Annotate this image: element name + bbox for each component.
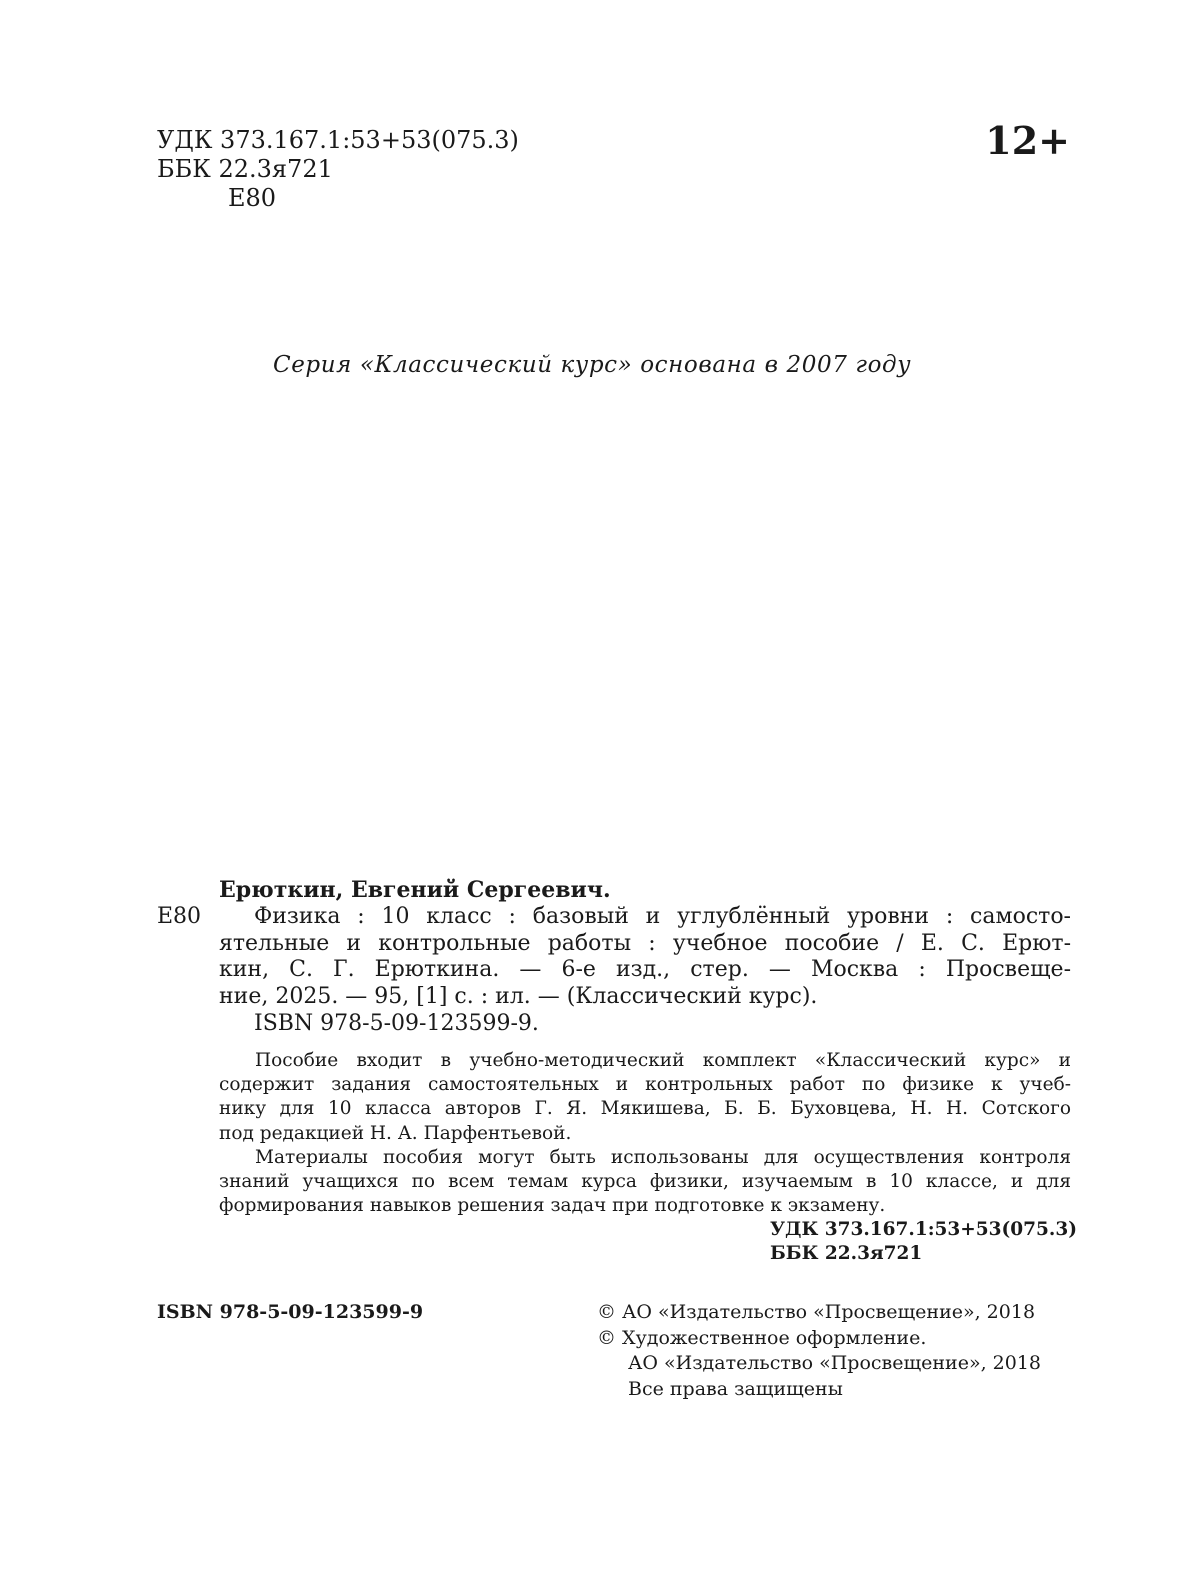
description-line: ятельные и контрольные работы : учебное пособие / Е. С. Ерют- <box>219 930 1071 956</box>
author-heading: Ерюткин, Евгений Сергеевич. <box>219 877 611 903</box>
description-line: кин, С. Г. Ерюткина. — 6-е изд., стер. — Москва : Просвеще- <box>219 957 1071 983</box>
annotation-line: содержит задания самостоятельных и контрольных работ по физике к учеб- <box>219 1074 1071 1096</box>
annotation-line: нику для 10 класса авторов Г. Я. Мякишева, Б. Б. Буховцева, Н. Н. Сотского <box>219 1098 1071 1120</box>
isbn-line: ISBN 978-5-09-123599-9. <box>254 1010 539 1036</box>
isbn-footer: ISBN 978-5-09-123599-9 <box>157 1301 424 1323</box>
annotation <box>219 1049 1071 1218</box>
copyright-line: © Художественное оформление. <box>597 1326 927 1349</box>
copyright-block <box>597 1300 1041 1402</box>
copyright-line: Все права защищены <box>628 1377 843 1400</box>
udk-header: УДК 373.167.1:53+53(075.3) <box>157 126 519 154</box>
author-code: Е80 <box>157 904 202 929</box>
annotation-line: формирования навыков решения задач при подготовке к экзамену. <box>219 1195 886 1217</box>
annotation-line: знаний учащихся по всем темам курса физики, изучаемым в 10 классе, и для <box>219 1171 1071 1193</box>
bibliographic-description <box>219 904 1071 1038</box>
copyright-line: АО «Издательство «Просвещение», 2018 <box>628 1352 1041 1374</box>
copyright-line: © АО «Издательство «Просвещение», 2018 <box>597 1301 1036 1323</box>
udk-card: УДК 373.167.1:53+53(075.3) <box>770 1219 1077 1240</box>
description-line: Физика : 10 класс : базовый и углублённый уровни : самосто- <box>254 904 1071 929</box>
annotation-line: Пособие входит в учебно-методический комплект «Классический курс» и <box>255 1050 1071 1071</box>
series-note: Серия «Классический курс» основана в 2007 году <box>273 352 912 378</box>
age-rating: 12+ <box>985 118 1070 163</box>
author-code-header: Е80 <box>228 184 277 212</box>
annotation-line: Материалы пособия могут быть использованы для осуществления контроля <box>255 1146 1071 1168</box>
bbk-header: ББК 22.3я721 <box>157 155 333 183</box>
annotation-line: под редакцией Н. А. Парфентьевой. <box>219 1122 572 1144</box>
description-line: ние, 2025. — 95, [1] с. : ил. — (Классический курс). <box>219 984 818 1010</box>
bbk-card: ББК 22.3я721 <box>770 1243 923 1264</box>
